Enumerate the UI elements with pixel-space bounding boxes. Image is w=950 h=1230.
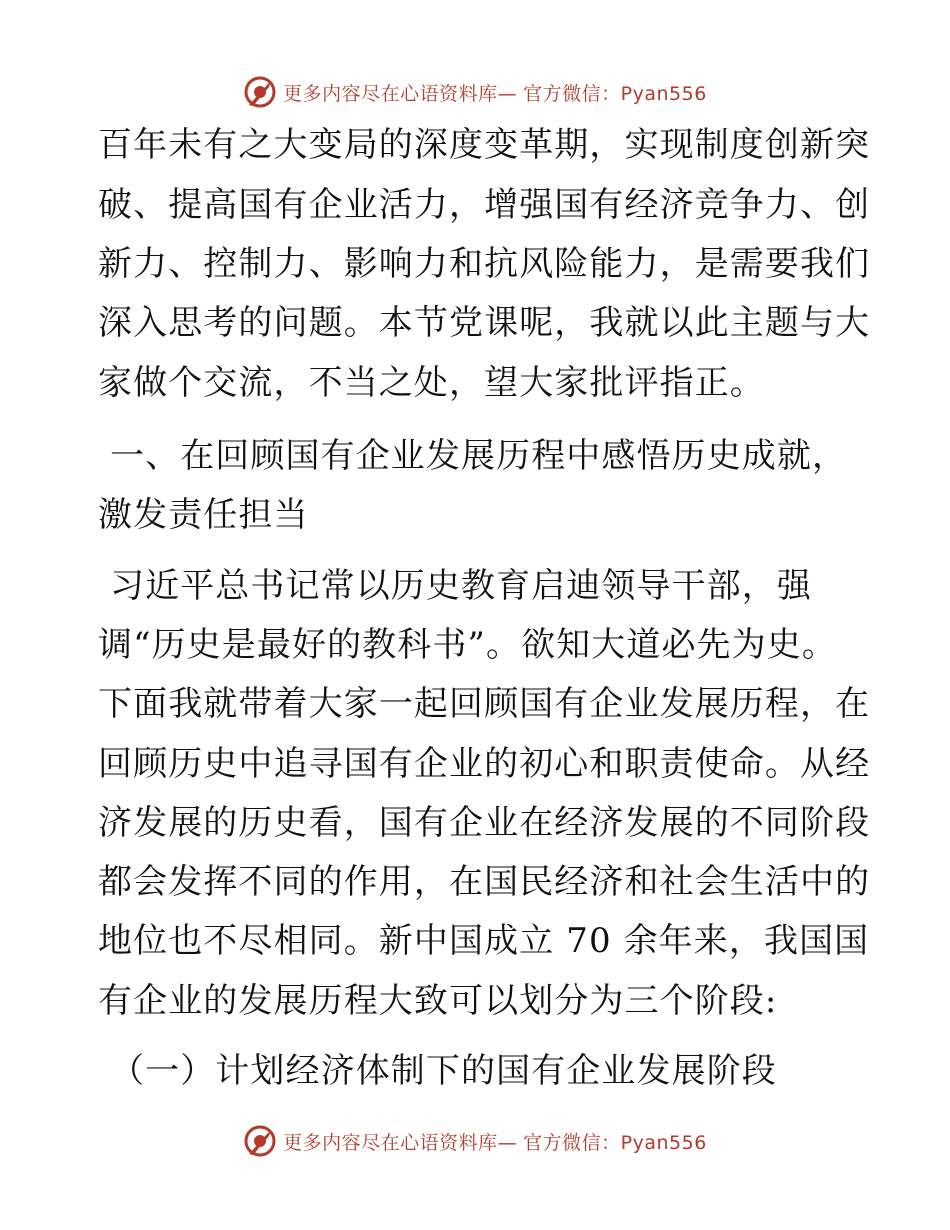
header-watermark: [0, 72, 950, 112]
body-line: 调“历史是最好的教科书”。欲知大道必先为史。: [98, 625, 837, 665]
body-line: 地位也不尽相同。新中国成立 70 余年来，我国国: [98, 921, 870, 961]
section-heading: 激发责任担当: [98, 495, 309, 535]
body-line: 习近平总书记常以历史教育启迪领导干部，强: [110, 566, 812, 606]
watermark-contact: 官方微信：Pyan556: [523, 82, 707, 105]
body-line: 破、提高国有企业活力，增强国有经济竞争力、创: [98, 185, 871, 225]
fountain-pen-logo-icon: [243, 75, 277, 109]
body-line: 下面我就带着大家一起回顾国有企业发展历程，在: [98, 684, 871, 724]
fountain-pen-logo-icon: [243, 1124, 277, 1158]
body-line: 百年未有之大变局的深度变革期，实现制度创新突: [98, 125, 871, 165]
body-line: 都会发挥不同的作用，在国民经济和社会生活中的: [98, 862, 871, 902]
subsection-heading: （一）计划经济体制下的国有企业发展阶段: [110, 1051, 777, 1091]
body-line: 家做个交流，不当之处，望大家批评指正。: [98, 363, 765, 403]
body-line: 回顾历史中追寻国有企业的初心和职责使命。从经: [98, 744, 871, 784]
body-line: 新力、控制力、影响力和抗风险能力，是需要我们: [98, 244, 871, 284]
watermark-text: 更多内容尽在心语资料库—: [283, 82, 518, 105]
body-line: 深入思考的问题。本节党课呢，我就以此主题与大: [98, 303, 871, 343]
watermark-contact: 官方微信：Pyan556: [523, 1131, 707, 1154]
section-heading: 一、在回顾国有企业发展历程中感悟历史成就，: [110, 436, 848, 476]
body-line: 济发展的历史看，国有企业在经济发展的不同阶段: [98, 803, 871, 843]
footer-watermark: [0, 1121, 950, 1161]
body-line: 有企业的发展历程大致可以划分为三个阶段:: [98, 981, 778, 1021]
watermark-text: 更多内容尽在心语资料库—: [283, 1131, 518, 1154]
